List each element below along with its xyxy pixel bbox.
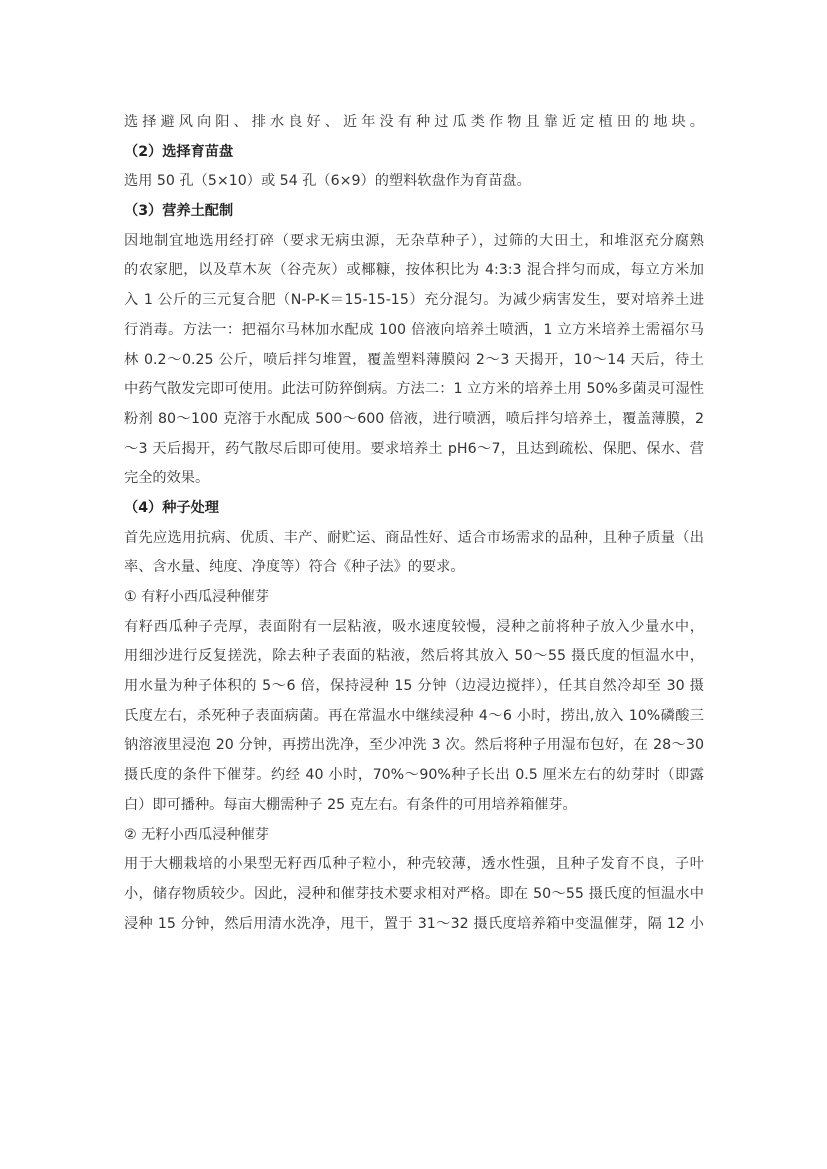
paragraph-line: 的农家肥，以及草木灰（谷壳灰）或椰糠，按体积比为 4:3:3 混合拌匀而成，每立方米加 xyxy=(124,262,704,279)
paragraph-line: 白）即可播种。每亩大棚需种子 25 克左右。有条件的可用培养箱催芽。 xyxy=(124,796,577,813)
section-heading-seedling-tray: （2）选择育苗盘 xyxy=(124,143,234,160)
paragraph-line: 小，储存物质较少。因此，浸种和催芽技术要求相对严格。即在 50～55 摄氏度的恒温水中 xyxy=(124,885,704,902)
paragraph-line: 用水量为种子体积的 5～6 倍，保持浸种 15 分钟（边浸边搅拌），任其自然冷却至 30 摄 xyxy=(124,678,704,695)
paragraph-line: 粉剂 80～100 克溶于水配成 500～600 倍液，进行喷洒，喷后拌匀培养土，覆盖薄膜，2 xyxy=(124,410,704,427)
paragraph-line: 首先应选用抗病、优质、丰产、耐贮运、商品性好、适合市场需求的品种，且种子质量（出 xyxy=(124,529,704,546)
paragraph-line: 因地制宜地选用经打碎（要求无病虫源，无杂草种子），过筛的大田土，和堆沤充分腐熟 xyxy=(124,232,704,249)
paragraph-line: 中药气散发完即可使用。此法可防猝倒病。方法二：1 立方米的培养土用 50%多菌灵可湿性 xyxy=(124,381,704,398)
paragraph-line: 钠溶液里浸泡 20 分钟，再捞出洗净，至少冲洗 3 次。然后将种子用湿布包好，在 28～30 xyxy=(124,737,704,754)
paragraph-line: 浸种 15 分钟，然后用清水洗净，甩干，置于 31～32 摄氏度培养箱中变温催芽，隔 12 小 xyxy=(124,915,704,932)
paragraph-line: 选用 50 孔（5×10）或 54 孔（6×9）的塑料软盘作为育苗盘。 xyxy=(124,173,531,190)
subheading-seedless-watermelon: ② 无籽小西瓜浸种催芽 xyxy=(124,826,269,843)
subheading-seeded-watermelon: ① 有籽小西瓜浸种催芽 xyxy=(124,589,269,605)
paragraph-line: 摄氏度的条件下催芽。约经 40 小时，70%～90%种子长出 0.5 厘米左右的幼芽时（即露 xyxy=(124,767,704,784)
paragraph-line: 用于大棚栽培的小果型无籽西瓜种子粒小，种壳较薄，透水性强，且种子发育不良，子叶 xyxy=(124,856,704,873)
section-heading-seed-treatment: （4）种子处理 xyxy=(124,499,219,516)
paragraph-line: 入 1 公斤的三元复合肥（N-P-K＝15-15-15）充分混匀。为减少病害发生，要对培养土进 xyxy=(124,292,704,309)
paragraph-line: 用细沙进行反复搓洗，除去种子表面的粘液，然后将其放入 50～55 摄氏度的恒温水中， xyxy=(124,648,704,665)
paragraph-line: 氏度左右，杀死种子表面病菌。再在常温水中继续浸种 4～6 小时，捞出,放入 10%磷酸三 xyxy=(124,707,704,724)
paragraph-line: 完全的效果。 xyxy=(124,470,210,487)
paragraph-line: 有籽西瓜种子壳厚，表面附有一层粘液，吸水速度较慢，浸种之前将种子放入少量水中， xyxy=(124,618,704,635)
paragraph-line: 行消毒。方法一：把福尔马林加水配成 100 倍液向培养土喷洒，1 立方米培养土需福尔马 xyxy=(124,321,704,338)
document-body xyxy=(124,108,704,939)
paragraph-line: ～3 天后揭开，药气散尽后即可使用。要求培养土 pH6～7，且达到疏松、保肥、保水、营 xyxy=(124,440,704,457)
paragraph-line: 率、含水量、纯度、净度等）符合《种子法》的要求。 xyxy=(124,559,465,576)
paragraph-line: 林 0.2～0.25 公斤，喷后拌匀堆置，覆盖塑料薄膜闷 2～3 天揭开，10～14 天后，待土 xyxy=(124,351,704,368)
section-heading-nutrient-soil: （3）营养土配制 xyxy=(124,203,234,220)
paragraph-line: 选择避风向阳、排水良好、近年没有种过瓜类作物且靠近定植田的地块。 xyxy=(124,114,704,130)
